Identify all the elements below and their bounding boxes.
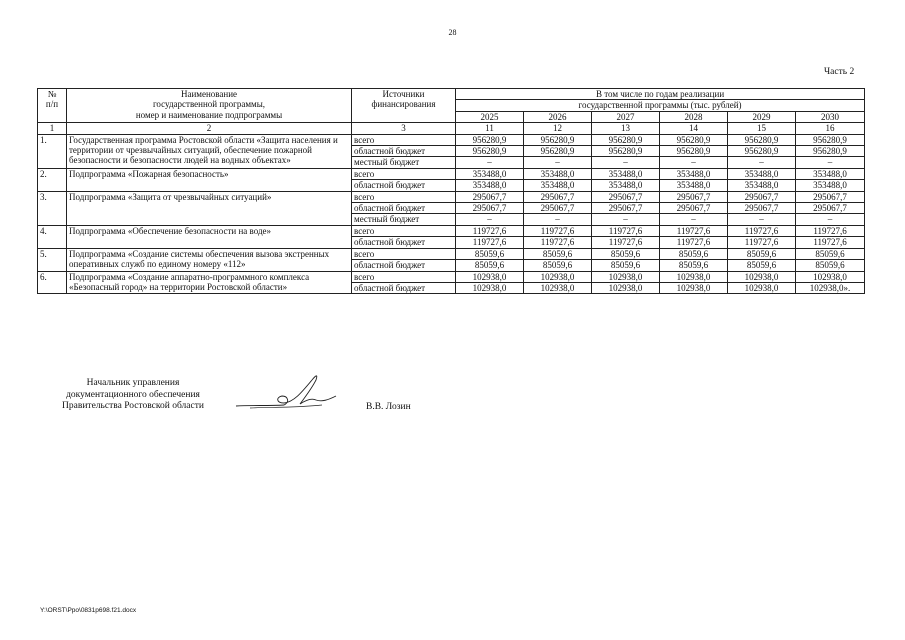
- table-row: [38, 271, 865, 282]
- header-years-group: [456, 89, 865, 100]
- amount-cell: 102938,0».: [796, 282, 865, 293]
- amount-cell: 102938,0: [728, 271, 796, 282]
- amount-cell: 353488,0: [592, 180, 660, 191]
- amount-cell: 956280,9: [796, 134, 865, 145]
- amount-cell: 295067,7: [456, 203, 524, 214]
- header-num-text: № п/п: [45, 89, 59, 110]
- amount-cell: –: [796, 214, 865, 225]
- amount-cell: 956280,9: [660, 146, 728, 157]
- header-year-cell: 2028: [660, 111, 728, 122]
- table-row: [38, 225, 865, 236]
- funding-source: местный бюджет: [352, 157, 456, 168]
- program-name: Государственная программа Ростовской области «Защита населения и территории от чрезвычайных ситуаций, обеспечение пожарной безопасности и безопасности людей на водных объектах»: [67, 134, 352, 168]
- signature-title-line: Начальник управления: [86, 378, 180, 388]
- amount-cell: –: [592, 157, 660, 168]
- funding-source: всего: [352, 271, 456, 282]
- amount-cell: 353488,0: [796, 180, 865, 191]
- header-index-cell: 3: [352, 123, 456, 134]
- amount-cell: 295067,7: [524, 203, 592, 214]
- amount-cell: 102938,0: [660, 271, 728, 282]
- header-source: [352, 89, 456, 123]
- funding-source: всего: [352, 225, 456, 236]
- funding-source: областной бюджет: [352, 146, 456, 157]
- amount-cell: 353488,0: [660, 180, 728, 191]
- amount-cell: 85059,6: [592, 248, 660, 259]
- amount-cell: 102938,0: [728, 282, 796, 293]
- amount-cell: 353488,0: [524, 168, 592, 179]
- funding-source: областной бюджет: [352, 180, 456, 191]
- amount-cell: 85059,6: [592, 260, 660, 271]
- signature-name: В.В. Лозин: [366, 402, 411, 412]
- header-index-cell: 16: [796, 123, 865, 134]
- header-name: [67, 89, 352, 123]
- table-body: [38, 134, 865, 294]
- amount-cell: 102938,0: [796, 271, 865, 282]
- funding-source: областной бюджет: [352, 260, 456, 271]
- header-years-group-line2: [456, 100, 865, 111]
- amount-cell: 119727,6: [796, 237, 865, 248]
- row-number: 1.: [38, 134, 67, 168]
- header-name-line: номер и наименование подпрограммы: [135, 109, 283, 120]
- amount-cell: 119727,6: [728, 237, 796, 248]
- amount-cell: 119727,6: [796, 225, 865, 236]
- row-number: 2.: [38, 168, 67, 191]
- header-years-line: государственной программы (тыс. рублей): [578, 100, 742, 111]
- amount-cell: 956280,9: [456, 146, 524, 157]
- amount-cell: 119727,6: [524, 237, 592, 248]
- table-row: [38, 134, 865, 145]
- table-row: [38, 248, 865, 259]
- header-year-cell: 2026: [524, 111, 592, 122]
- amount-cell: –: [660, 157, 728, 168]
- header-source-line: Источники: [382, 89, 425, 99]
- amount-cell: 295067,7: [524, 191, 592, 202]
- program-name: Подпрограмма «Защита от чрезвычайных ситуаций»: [67, 191, 352, 225]
- program-name: Подпрограмма «Обеспечение безопасности на воде»: [67, 225, 352, 248]
- header-index-row: [38, 123, 865, 134]
- footer-file-path: Y:\ORST\Ppo\0831p698.f21.docx: [40, 607, 137, 614]
- funding-source: областной бюджет: [352, 203, 456, 214]
- funding-source: всего: [352, 191, 456, 202]
- signature-title: [48, 378, 218, 413]
- part-label: Часть 2: [824, 67, 855, 77]
- funding-source: всего: [352, 248, 456, 259]
- amount-cell: 295067,7: [728, 191, 796, 202]
- amount-cell: 353488,0: [456, 180, 524, 191]
- header-index-cell: 15: [728, 123, 796, 134]
- program-name: Подпрограмма «Создание аппаратно-программного комплекса «Безопасный город» на территории Ростовской области»: [67, 271, 352, 294]
- amount-cell: 85059,6: [660, 260, 728, 271]
- signature-title-line: документационного обеспечения: [66, 389, 200, 400]
- header-index-cell: 2: [67, 123, 352, 134]
- amount-cell: 295067,7: [660, 203, 728, 214]
- funding-source: всего: [352, 168, 456, 179]
- table-header: [38, 89, 865, 135]
- row-number: 4.: [38, 225, 67, 248]
- amount-cell: –: [728, 157, 796, 168]
- funding-source: всего: [352, 134, 456, 145]
- budget-table: [37, 88, 865, 294]
- amount-cell: 956280,9: [592, 134, 660, 145]
- amount-cell: 295067,7: [728, 203, 796, 214]
- amount-cell: 353488,0: [660, 168, 728, 179]
- program-name: Подпрограмма «Пожарная безопасность»: [67, 168, 352, 191]
- header-index-cell: 14: [660, 123, 728, 134]
- page-number: 28: [448, 28, 457, 37]
- amount-cell: –: [728, 214, 796, 225]
- amount-cell: 85059,6: [728, 260, 796, 271]
- amount-cell: 85059,6: [456, 260, 524, 271]
- amount-cell: 295067,7: [592, 191, 660, 202]
- amount-cell: 119727,6: [660, 225, 728, 236]
- amount-cell: 102938,0: [660, 282, 728, 293]
- row-number: 6.: [38, 271, 67, 294]
- amount-cell: –: [524, 157, 592, 168]
- amount-cell: 102938,0: [524, 271, 592, 282]
- amount-cell: 85059,6: [524, 260, 592, 271]
- header-source-line: финансирования: [371, 99, 436, 110]
- amount-cell: 119727,6: [592, 237, 660, 248]
- amount-cell: 956280,9: [524, 146, 592, 157]
- amount-cell: 119727,6: [728, 225, 796, 236]
- amount-cell: 102938,0: [524, 282, 592, 293]
- amount-cell: 85059,6: [456, 248, 524, 259]
- header-index-cell: 12: [524, 123, 592, 134]
- amount-cell: –: [660, 214, 728, 225]
- amount-cell: 119727,6: [592, 225, 660, 236]
- amount-cell: 295067,7: [592, 203, 660, 214]
- amount-cell: –: [456, 157, 524, 168]
- amount-cell: –: [524, 214, 592, 225]
- amount-cell: 353488,0: [796, 168, 865, 179]
- amount-cell: 353488,0: [728, 180, 796, 191]
- amount-cell: 295067,7: [456, 191, 524, 202]
- amount-cell: 119727,6: [456, 237, 524, 248]
- amount-cell: 956280,9: [728, 146, 796, 157]
- amount-cell: 956280,9: [592, 146, 660, 157]
- amount-cell: 85059,6: [728, 248, 796, 259]
- header-year-cell: 2025: [456, 111, 524, 122]
- amount-cell: –: [456, 214, 524, 225]
- program-name: Подпрограмма «Создание системы обеспечения вызова экстренных оперативных служб по единому номеру «112»: [67, 248, 352, 271]
- header-index-cell: 11: [456, 123, 524, 134]
- header-year-cell: 2030: [796, 111, 865, 122]
- amount-cell: 295067,7: [796, 191, 865, 202]
- header-index-cell: 13: [592, 123, 660, 134]
- amount-cell: 956280,9: [660, 134, 728, 145]
- signature-title-line: Правительства Ростовской области: [62, 401, 204, 411]
- handwritten-signature: [232, 372, 342, 414]
- amount-cell: 85059,6: [524, 248, 592, 259]
- table-row: [38, 168, 865, 179]
- amount-cell: –: [796, 157, 865, 168]
- header-name-line: государственной программы,: [152, 99, 266, 110]
- amount-cell: 353488,0: [456, 168, 524, 179]
- amount-cell: 353488,0: [524, 180, 592, 191]
- amount-cell: 85059,6: [796, 248, 865, 259]
- amount-cell: 102938,0: [456, 282, 524, 293]
- header-name-line: Наименование: [180, 89, 238, 99]
- amount-cell: 119727,6: [456, 225, 524, 236]
- table-row: [38, 191, 865, 202]
- row-number: 5.: [38, 248, 67, 271]
- amount-cell: 956280,9: [524, 134, 592, 145]
- funding-source: местный бюджет: [352, 214, 456, 225]
- amount-cell: 353488,0: [728, 168, 796, 179]
- amount-cell: 85059,6: [660, 248, 728, 259]
- amount-cell: 102938,0: [592, 271, 660, 282]
- amount-cell: 295067,7: [660, 191, 728, 202]
- amount-cell: 102938,0: [592, 282, 660, 293]
- amount-cell: 353488,0: [592, 168, 660, 179]
- header-index-cell: 1: [38, 123, 67, 134]
- amount-cell: 102938,0: [456, 271, 524, 282]
- amount-cell: 956280,9: [456, 134, 524, 145]
- amount-cell: 119727,6: [660, 237, 728, 248]
- header-year-cell: 2027: [592, 111, 660, 122]
- funding-source: областной бюджет: [352, 237, 456, 248]
- header-year-cell: 2029: [728, 111, 796, 122]
- amount-cell: 295067,7: [796, 203, 865, 214]
- header-num: [38, 89, 67, 123]
- row-number: 3.: [38, 191, 67, 225]
- amount-cell: 956280,9: [728, 134, 796, 145]
- amount-cell: 119727,6: [524, 225, 592, 236]
- amount-cell: 85059,6: [796, 260, 865, 271]
- funding-source: областной бюджет: [352, 282, 456, 293]
- amount-cell: –: [592, 214, 660, 225]
- header-years-line: В том числе по годам реализации: [595, 89, 725, 99]
- amount-cell: 956280,9: [796, 146, 865, 157]
